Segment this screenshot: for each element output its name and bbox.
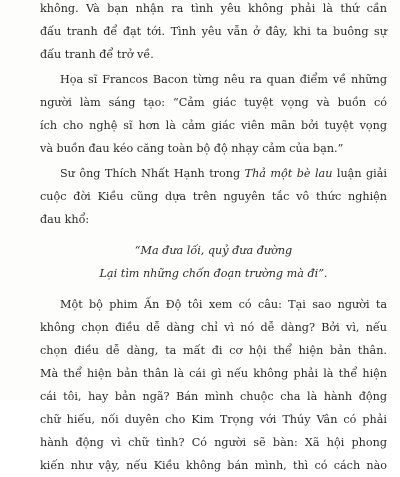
- text-line: người làm sáng tạo: “Cảm giác tuyệt vọng và buồn có: [40, 96, 387, 109]
- book-title: Thả một bè lau: [244, 167, 333, 180]
- paragraph-thich-nhat-hanh: [40, 162, 387, 231]
- text-line: Một bộ phim Ấn Độ tôi xem có câu: Tại sao người ta: [60, 298, 387, 311]
- verse-quote: [40, 239, 387, 285]
- text-line: không chọn điều dễ dàng chỉ vì nó dễ dàng? Bởi vì, nếu: [40, 321, 387, 334]
- text-line: cái tôi, hay bản ngã? Bán mình chuộc cha là hành động: [40, 390, 387, 403]
- body-text: [40, 0, 387, 477]
- text-line: đấu tranh để đạt tới. Tình yêu vẫn ở đây, khi ta buông sự: [40, 25, 387, 38]
- text-line: Họa sĩ Francos Bacon từng nêu ra quan điểm về những: [60, 73, 387, 86]
- paragraph-bacon-quote: [40, 68, 387, 160]
- text-line: đấu tranh để trở về.: [40, 48, 154, 61]
- text-run: luận giải: [332, 167, 387, 180]
- paragraph-1: [40, 0, 387, 66]
- text-line: Mà thể hiện bản thân là cái gì nếu không phải là thể hiện: [40, 367, 387, 380]
- text-line: kiến như vậy, nếu Kiều không bán mình, thì có cách nào: [40, 459, 387, 472]
- text-line: hành động vì chữ tình? Có người sẽ bàn: Xã hội phong: [40, 436, 387, 449]
- text-run: Sư ông Thích Nhất Hạnh trong: [60, 167, 245, 180]
- text-line: ích cho nghệ sĩ hơn là cảm giác viên mãn bởi tuyệt vọng: [40, 119, 387, 132]
- text-line: không. Và bạn nhận ra tình yêu không phải là thứ cần: [40, 2, 387, 15]
- text-line: chọn điều dễ dàng, ta mất đi cơ hội thể hiện bản thân.: [40, 344, 387, 357]
- verse-line: Lại tìm những chốn đoạn trường mà đi”.: [99, 267, 328, 280]
- text-line: cuộc đời Kiều cũng dựa trên nguyên tắc vô thức nghiện: [40, 190, 387, 203]
- text-line: chữ hiếu, nối duyên cho Kim Trọng với Thúy Vân có phải: [40, 413, 387, 426]
- paragraph-indian-film: [40, 293, 387, 477]
- text-line: và buồn đau kéo căng toàn bộ độ nhạy cảm của bạn.”: [40, 142, 344, 155]
- text-line: đau khổ:: [40, 213, 90, 226]
- verse-line: “Ma đưa lối, quỷ đưa đường: [134, 244, 293, 257]
- text-line: [40, 162, 387, 185]
